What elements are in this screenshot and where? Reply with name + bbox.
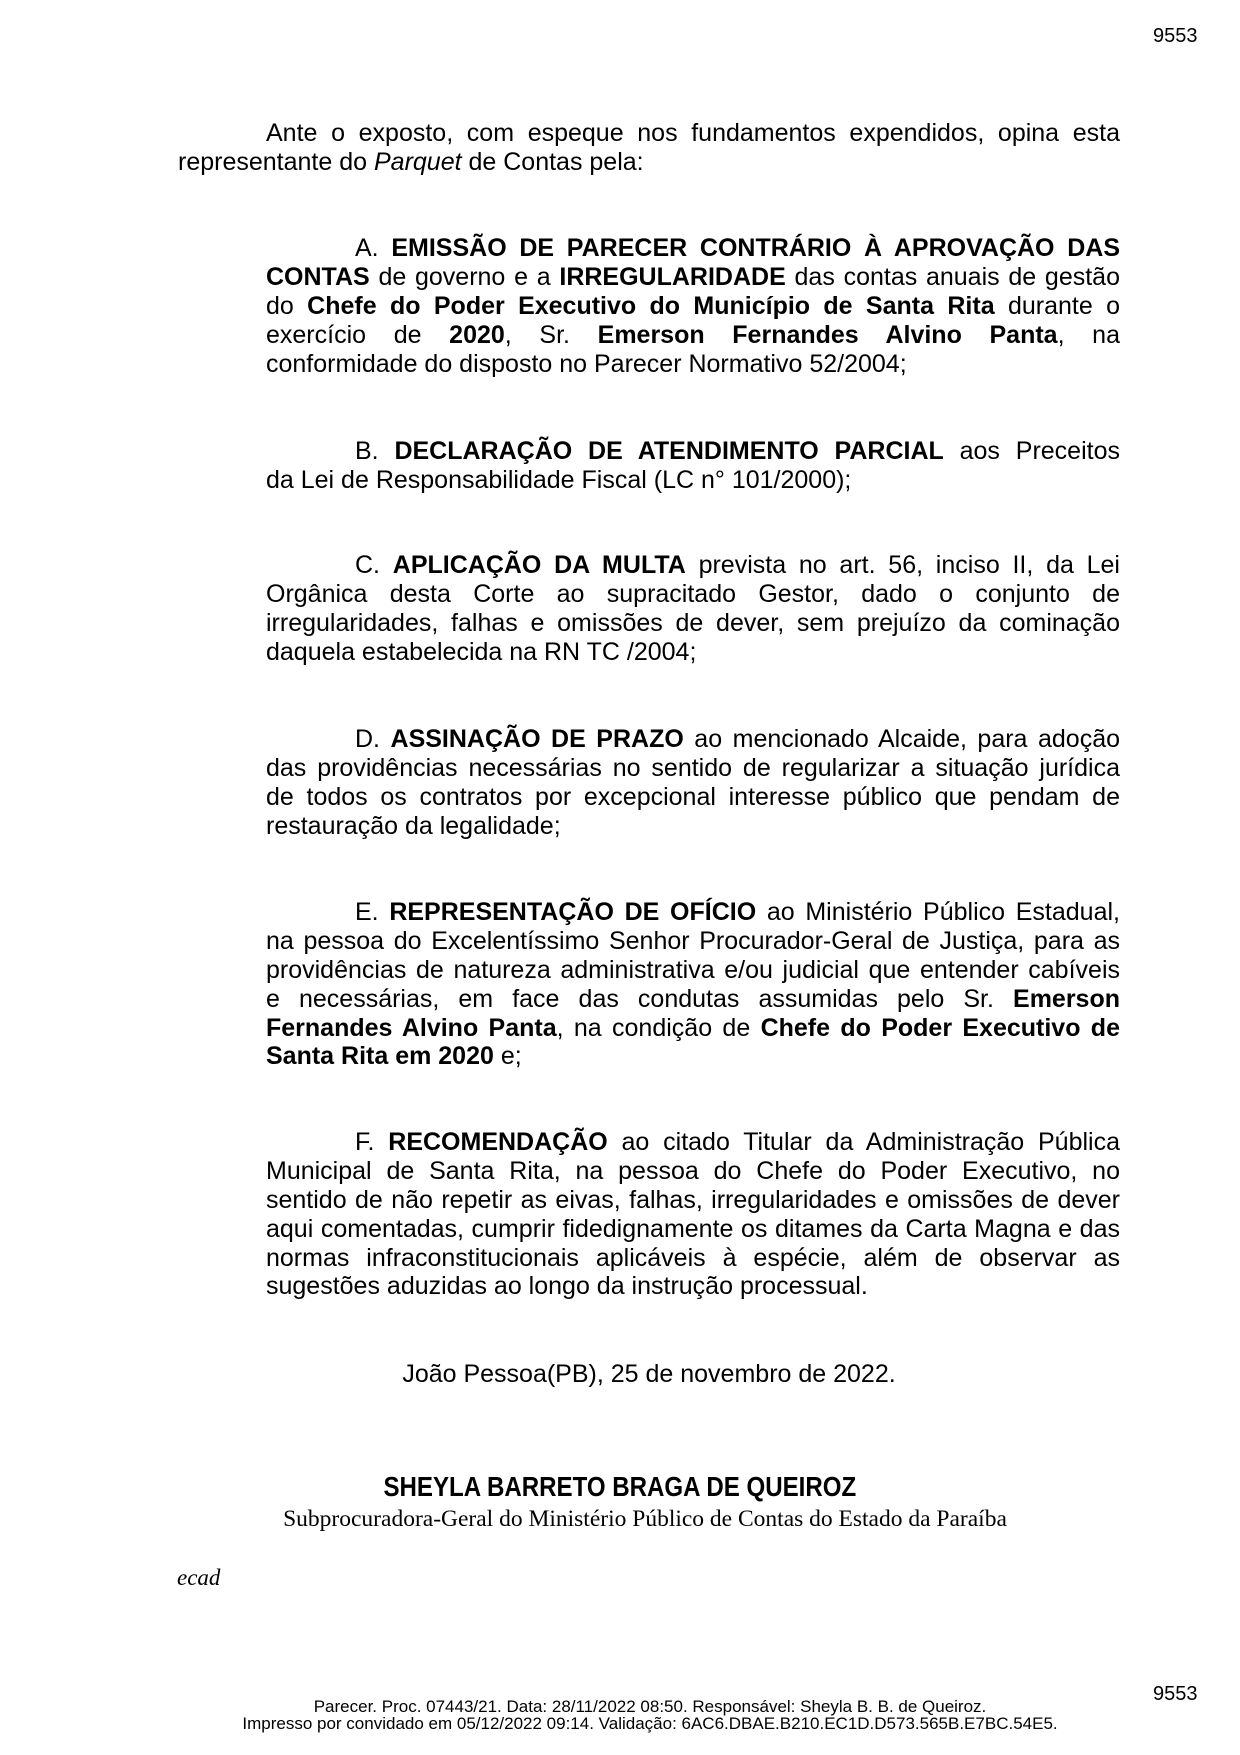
signatory-role: Subprocuradora-Geral do Ministério Público de Contas do Estado da Paraíba	[283, 1506, 1007, 1532]
text-run: C.	[355, 551, 393, 579]
footer-line-1: Parecer. Proc. 07443/21. Data: 28/11/2022 08:50. Responsável: Sheyla B. B. de Queiroz.	[313, 1697, 987, 1716]
text-run: Ante o exposto, com espeque nos fundamentos expendidos, opina esta	[266, 119, 1120, 147]
text-line	[266, 956, 1120, 985]
text-run: aqui comentadas, cumprir fidedignamente os ditames da Carta Magna e das	[266, 1214, 1120, 1243]
item-e	[266, 898, 1120, 1071]
text-run: , na condição de	[556, 1013, 761, 1042]
bold-text: REPRESENTAÇÃO DE OFÍCIO	[389, 898, 757, 926]
page-number-top: 9553	[1153, 25, 1198, 47]
text-run: F.	[355, 1128, 389, 1156]
text-run: ao Ministério Público Estadual,	[756, 898, 1120, 926]
date-line: João Pessoa(PB), 25 de novembro de 2022.	[402, 1360, 896, 1388]
page-number-bottom: 9553	[1153, 1683, 1198, 1705]
text-run: Orgânica desta Corte ao supracitado Gestor, dado o conjunto de	[266, 579, 1120, 608]
bold-text: Emerson Fernandes Alvino Panta	[597, 320, 1058, 349]
text-line	[266, 985, 1120, 1014]
bold-text: DECLARAÇÃO DE ATENDIMENTO PARCIAL	[394, 437, 944, 465]
bold-text: RECOMENDAÇÃO	[388, 1128, 608, 1156]
bold-text: Chefe do Poder Executivo do Município de Santa Rita	[307, 291, 995, 320]
text-run: de Contas pela:	[461, 147, 644, 176]
text-line	[266, 292, 1120, 321]
text-run: Municipal de Santa Rita, na pessoa do Chefe do Poder Executivo, no	[266, 1156, 1120, 1185]
text-line	[178, 148, 1120, 177]
intro-paragraph	[178, 119, 1120, 177]
text-run: normas infraconstitucionais aplicáveis à espécie, além de observar as	[266, 1243, 1120, 1272]
text-line	[178, 119, 1120, 148]
bold-text: CONTAS	[266, 262, 370, 291]
text-run: de todos os contratos por excepcional interesse público que pendam de	[266, 782, 1120, 811]
text-run: daquela estabelecida na RN TC /2004;	[266, 637, 697, 666]
text-run: do	[266, 291, 308, 320]
text-line	[266, 1244, 1120, 1273]
text-run: D.	[355, 725, 391, 753]
text-run: B.	[355, 437, 395, 465]
text-line	[266, 551, 1120, 580]
text-run: representante do	[178, 147, 374, 176]
text-run: irregularidades, falhas e omissões de dever, sem prejuízo da cominação	[266, 608, 1120, 637]
text-run: das contas anuais de gestão	[785, 262, 1120, 291]
bold-text: Santa Rita em 2020	[266, 1042, 494, 1071]
text-line	[266, 1128, 1120, 1157]
bold-text: Fernandes Alvino Panta	[266, 1013, 557, 1042]
text-run: de governo e a	[369, 262, 560, 291]
bold-text: 2020	[449, 320, 505, 349]
text-line	[266, 321, 1120, 350]
text-run: sentido de não repetir as eivas, falhas, irregularidades e omissões de dever	[266, 1185, 1120, 1214]
text-run: conformidade do disposto no Parecer Normativo 52/2004;	[266, 349, 907, 378]
text-line	[266, 1157, 1120, 1186]
text-run: E.	[355, 898, 390, 926]
bold-text: APLICAÇÃO DA MULTA	[392, 551, 686, 579]
text-run: , Sr.	[504, 320, 598, 349]
item-f	[266, 1128, 1120, 1301]
text-line	[266, 1215, 1120, 1244]
text-run: e;	[493, 1042, 522, 1071]
text-line	[266, 725, 1120, 754]
text-line	[266, 466, 1120, 495]
text-run: ao citado Titular da Administração Pública	[607, 1128, 1120, 1156]
text-line	[266, 263, 1120, 292]
text-run: durante o	[994, 291, 1120, 320]
typist-initials: ecad	[177, 1565, 221, 1590]
item-a	[266, 234, 1120, 378]
text-line	[266, 927, 1120, 956]
text-run: restauração da legalidade;	[266, 811, 561, 840]
bold-text: Chefe do Poder Executivo de	[760, 1013, 1120, 1042]
text-line	[266, 783, 1120, 812]
text-run: exercício de	[266, 320, 450, 349]
text-line	[266, 350, 1120, 379]
text-line	[266, 754, 1120, 783]
text-run: aos Preceitos	[943, 437, 1120, 465]
signatory-name-text: SHEYLA BARRETO BRAGA DE QUEIROZ	[383, 1471, 857, 1502]
text-run: sugestões aduzidas ao longo da instrução processual.	[266, 1272, 868, 1301]
text-line	[266, 638, 1120, 667]
text-run: na pessoa do Excelentíssimo Senhor Procurador-Geral de Justiça, para as	[266, 926, 1120, 955]
text-run: A.	[355, 234, 392, 262]
text-line	[266, 234, 1120, 263]
text-run: providências de natureza administrativa e/ou judicial que entender cabíveis	[266, 955, 1120, 984]
text-run: prevista no art. 56, inciso II, da Lei	[685, 551, 1120, 579]
text-line	[266, 1014, 1120, 1043]
text-run: ao mencionado Alcaide, para adoção	[683, 725, 1120, 753]
signatory-name	[0, 1471, 1240, 1503]
item-b	[266, 437, 1120, 495]
bold-text: ASSINAÇÃO DE PRAZO	[390, 725, 684, 753]
text-run: das providências necessárias no sentido de regularizar a situação jurídica	[266, 753, 1120, 782]
text-line	[266, 437, 1120, 466]
text-line	[266, 1186, 1120, 1215]
italic-text: Parquet	[373, 147, 462, 176]
text-run: da Lei de Responsabilidade Fiscal (LC n° 101/2000);	[266, 465, 852, 494]
footer-line-2: Impresso por convidado em 05/12/2022 09:14. Validação: 6AC6.DBAE.B210.EC1D.D573.565B.E7BC.54E5.	[242, 1714, 1058, 1733]
bold-text: IRREGULARIDADE	[559, 262, 786, 291]
bold-text: EMISSÃO DE PARECER CONTRÁRIO À APROVAÇÃO DAS	[391, 234, 1120, 262]
bold-text: Emerson	[1013, 984, 1120, 1013]
item-d	[266, 725, 1120, 841]
text-line	[266, 812, 1120, 841]
text-line	[266, 1042, 1120, 1071]
text-line	[266, 609, 1120, 638]
item-c	[266, 551, 1120, 667]
text-line	[266, 1272, 1120, 1301]
text-run: , na	[1057, 320, 1120, 349]
text-line	[266, 898, 1120, 927]
text-run: e necessárias, em face das condutas assumidas pelo Sr.	[266, 984, 1014, 1013]
text-line	[266, 580, 1120, 609]
